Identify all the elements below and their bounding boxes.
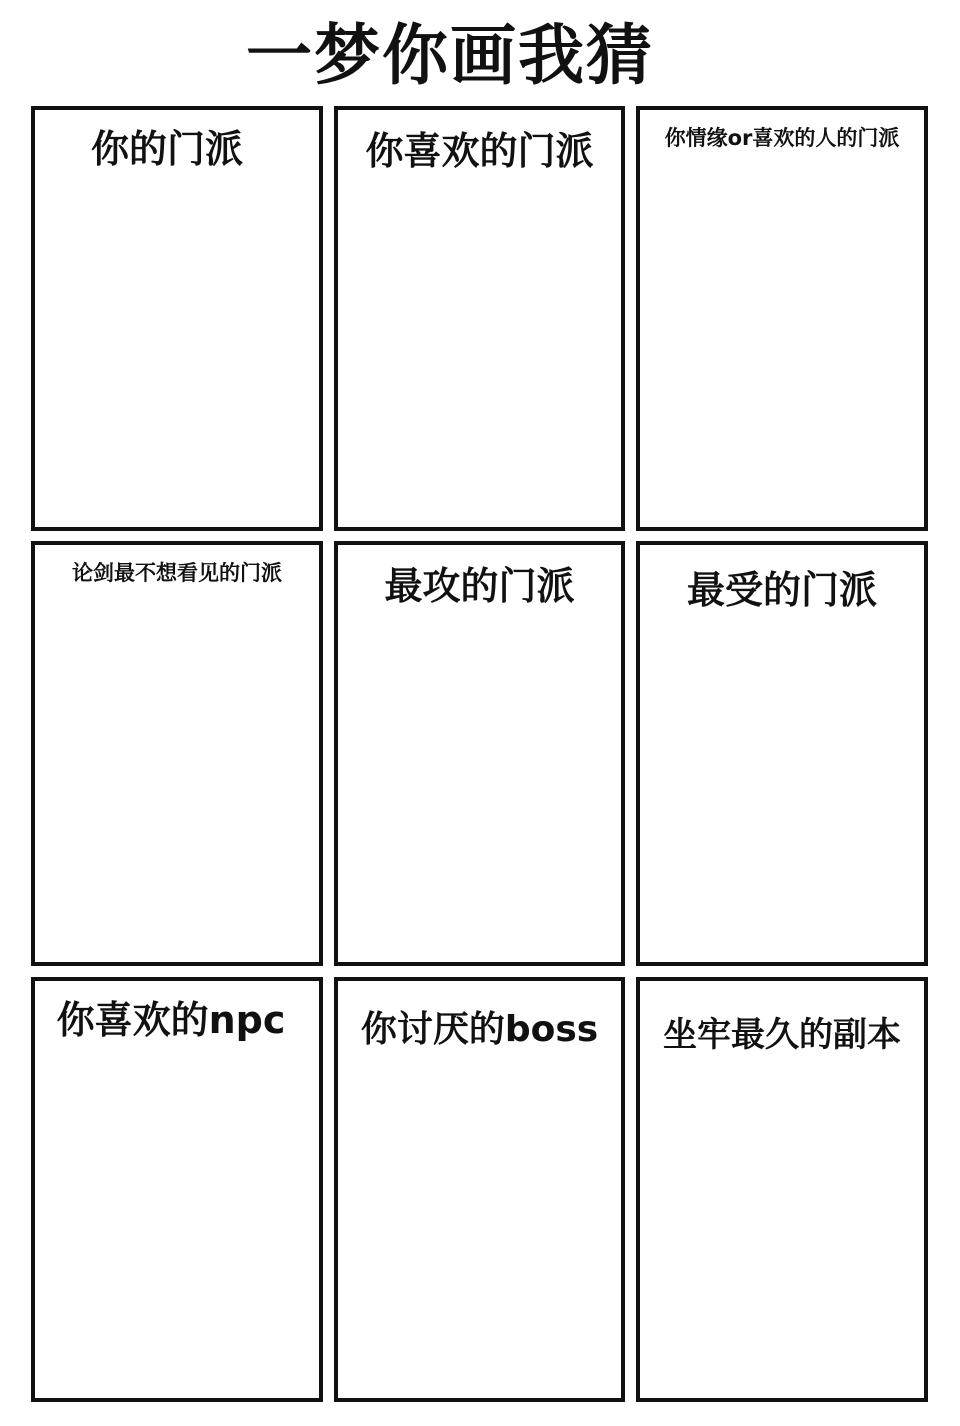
panel-hated-boss — [334, 977, 625, 1402]
panel-partner-sect — [636, 106, 928, 531]
panel-label: 你讨厌的boss — [360, 1009, 599, 1050]
panel-label: 你喜欢的门派 — [365, 129, 594, 173]
panel-label: 坐牢最久的副本 — [663, 1015, 901, 1055]
panel-label: 你情缘or喜欢的人的门派 — [664, 126, 900, 150]
panel-your-sect — [31, 106, 323, 531]
panel-label: 最受的门派 — [686, 568, 877, 612]
panel-label: 最攻的门派 — [384, 564, 575, 608]
panel-most-seme-sect — [334, 541, 625, 966]
page-title: 一梦你画我猜 — [246, 17, 654, 94]
panel-favorite-npc — [31, 977, 323, 1402]
panel-most-uke-sect — [636, 541, 928, 966]
panel-label: 论剑最不想看见的门派 — [72, 561, 282, 585]
panel-favorite-sect — [334, 106, 625, 531]
panel-longest-dungeon — [636, 977, 928, 1402]
panel-label: 你喜欢的npc — [56, 998, 286, 1042]
panel-least-wanted-pvp-sect — [31, 541, 323, 966]
panel-label: 你的门派 — [90, 127, 243, 171]
